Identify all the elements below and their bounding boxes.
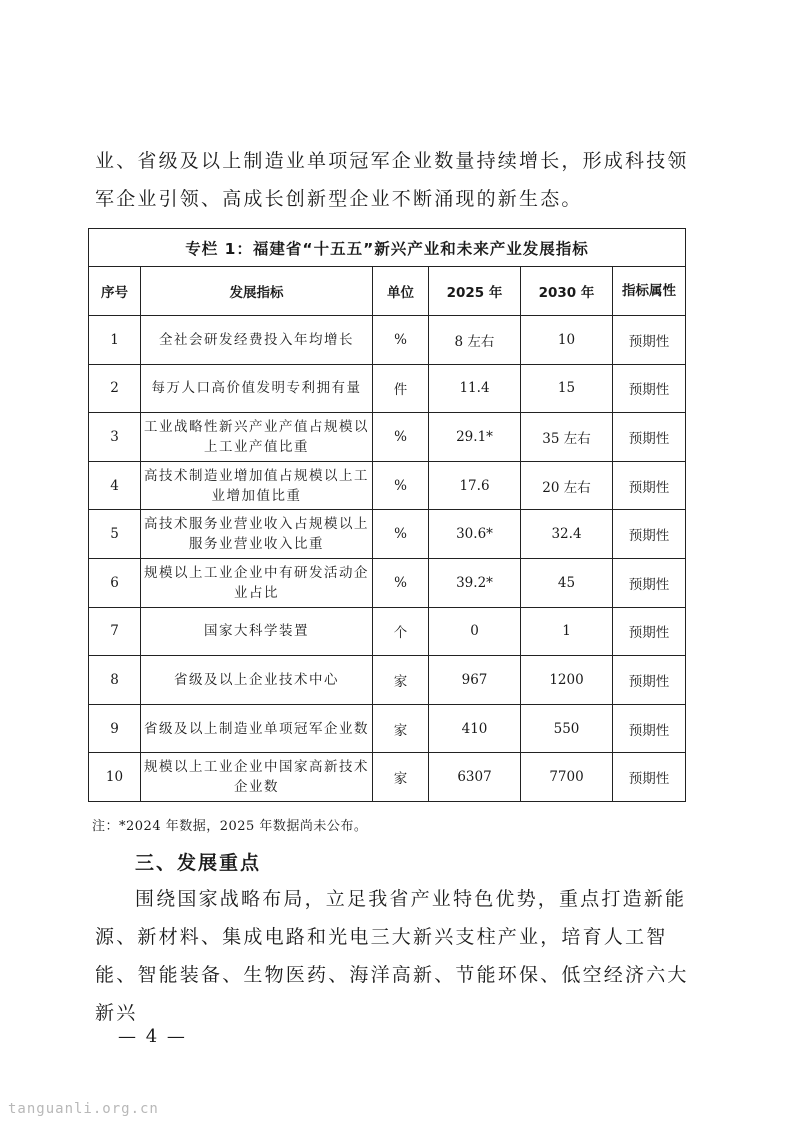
table-row [89, 656, 686, 705]
cell-no: 5 [89, 510, 141, 559]
cell-attr: 预期性 [613, 461, 686, 510]
cell-2025: 29.1* [429, 413, 521, 462]
cell-2030: 20 左右 [521, 461, 613, 510]
header-attr: 指标属性 [613, 267, 686, 316]
table-row [89, 704, 686, 753]
cell-attr: 预期性 [613, 656, 686, 705]
page-number: — 4 — [118, 1026, 187, 1047]
cell-no: 6 [89, 558, 141, 607]
section-heading: 三、发展重点 [135, 852, 262, 874]
cell-2025: 30.6* [429, 510, 521, 559]
header-2025: 2025 年 [429, 267, 521, 316]
cell-indicator: 高技术制造业增加值占规模以上工业增加值比重 [141, 461, 373, 510]
table-row [89, 558, 686, 607]
cell-attr: 预期性 [613, 316, 686, 365]
header-unit: 单位 [373, 267, 429, 316]
table-row [89, 461, 686, 510]
cell-no: 7 [89, 607, 141, 656]
cell-no: 2 [89, 364, 141, 413]
cell-unit: % [373, 558, 429, 607]
cell-2025: 17.6 [429, 461, 521, 510]
table-title: 专栏 1：福建省“十五五”新兴产业和未来产业发展指标 [89, 229, 686, 267]
cell-2030: 15 [521, 364, 613, 413]
cell-no: 8 [89, 656, 141, 705]
table-row [89, 510, 686, 559]
cell-2025: 8 左右 [429, 316, 521, 365]
table-header-row [89, 267, 686, 316]
cell-attr: 预期性 [613, 607, 686, 656]
cell-unit: % [373, 510, 429, 559]
cell-no: 10 [89, 753, 141, 802]
cell-2025: 0 [429, 607, 521, 656]
table-note: 注：*2024 年数据，2025 年数据尚未公布。 [92, 819, 368, 834]
cell-2030: 1 [521, 607, 613, 656]
cell-unit: % [373, 316, 429, 365]
cell-indicator: 高技术服务业营业收入占规模以上服务业营业收入比重 [141, 510, 373, 559]
cell-no: 3 [89, 413, 141, 462]
cell-2025: 6307 [429, 753, 521, 802]
cell-attr: 预期性 [613, 558, 686, 607]
table-row [89, 413, 686, 462]
cell-2030: 1200 [521, 656, 613, 705]
cell-indicator: 省级及以上企业技术中心 [141, 656, 373, 705]
cell-indicator: 省级及以上制造业单项冠军企业数 [141, 704, 373, 753]
cell-2030: 35 左右 [521, 413, 613, 462]
cell-2025: 39.2* [429, 558, 521, 607]
cell-no: 1 [89, 316, 141, 365]
cell-indicator: 每万人口高价值发明专利拥有量 [141, 364, 373, 413]
cell-2030: 32.4 [521, 510, 613, 559]
cell-2030: 45 [521, 558, 613, 607]
table-row [89, 364, 686, 413]
table-row [89, 607, 686, 656]
cell-2030: 550 [521, 704, 613, 753]
table-row [89, 753, 686, 802]
intro-paragraph: 业、省级及以上制造业单项冠军企业数量持续增长，形成科技领军企业引领、高成长创新型企业不断涌现的新生态。 [95, 150, 689, 210]
indicator-table [88, 228, 686, 802]
cell-attr: 预期性 [613, 413, 686, 462]
cell-unit: 件 [373, 364, 429, 413]
cell-indicator: 工业战略性新兴产业产值占规模以上工业产值比重 [141, 413, 373, 462]
body-paragraph: 围绕国家战略布局，立足我省产业特色优势，重点打造新能源、新材料、集成电路和光电三大新兴支柱产业，培育人工智能、智能装备、生物医药、海洋高新、节能环保、低空经济六大新兴 [95, 888, 689, 1024]
cell-attr: 预期性 [613, 510, 686, 559]
cell-indicator: 国家大科学装置 [141, 607, 373, 656]
cell-indicator: 规模以上工业企业中有研发活动企业占比 [141, 558, 373, 607]
table-body [89, 316, 686, 802]
cell-attr: 预期性 [613, 704, 686, 753]
cell-no: 9 [89, 704, 141, 753]
cell-2030: 7700 [521, 753, 613, 802]
table-row [89, 316, 686, 365]
cell-unit: % [373, 413, 429, 462]
cell-unit: 个 [373, 607, 429, 656]
cell-indicator: 全社会研发经费投入年均增长 [141, 316, 373, 365]
cell-no: 4 [89, 461, 141, 510]
cell-indicator: 规模以上工业企业中国家高新技术企业数 [141, 753, 373, 802]
cell-attr: 预期性 [613, 364, 686, 413]
cell-2025: 410 [429, 704, 521, 753]
watermark: tanguanli.org.cn [8, 1101, 159, 1117]
cell-unit: 家 [373, 753, 429, 802]
header-indicator: 发展指标 [141, 267, 373, 316]
cell-unit: 家 [373, 704, 429, 753]
cell-unit: 家 [373, 656, 429, 705]
header-no: 序号 [89, 267, 141, 316]
cell-2025: 11.4 [429, 364, 521, 413]
header-2030: 2030 年 [521, 267, 613, 316]
cell-attr: 预期性 [613, 753, 686, 802]
cell-2025: 967 [429, 656, 521, 705]
cell-2030: 10 [521, 316, 613, 365]
cell-unit: % [373, 461, 429, 510]
